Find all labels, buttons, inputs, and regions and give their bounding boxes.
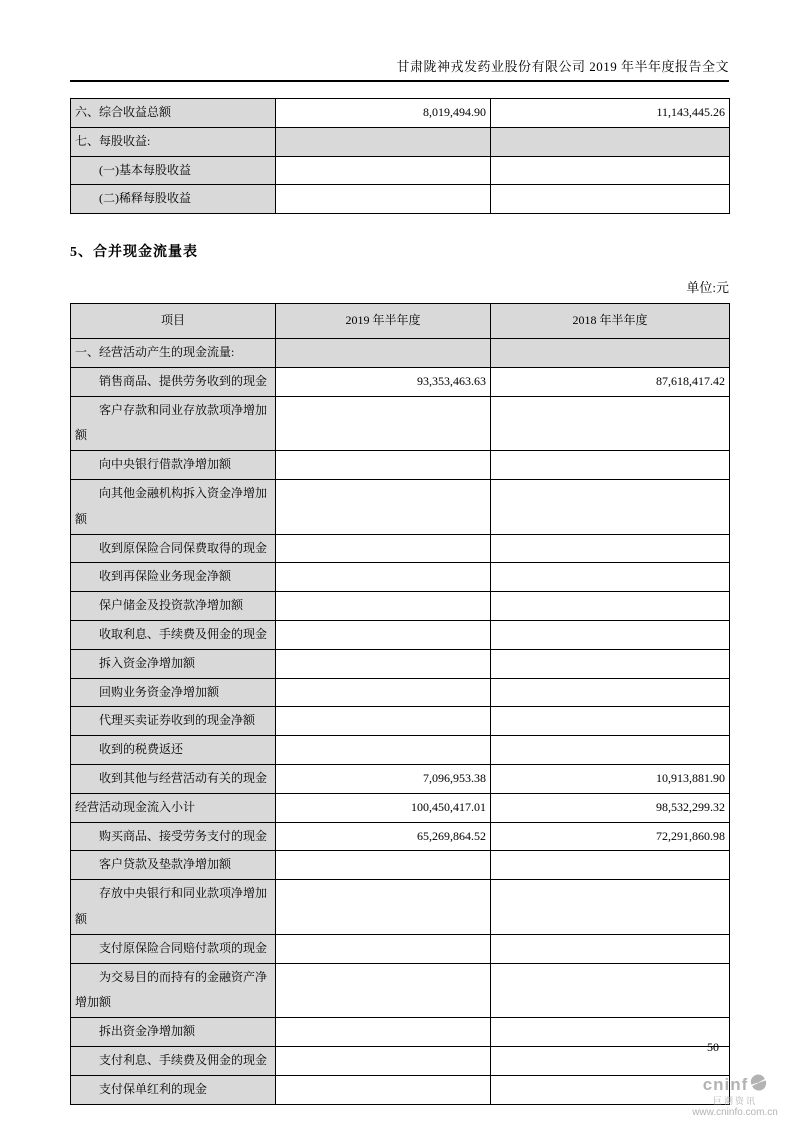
row-value-2019 — [276, 620, 491, 649]
row-value-2019 — [276, 1018, 491, 1047]
row-value-2018 — [491, 1018, 730, 1047]
row-label: 收到原保险合同保费取得的现金 — [71, 534, 276, 563]
table-row — [71, 793, 730, 822]
table-row — [71, 1046, 730, 1075]
table-row — [71, 396, 730, 451]
table-row — [71, 620, 730, 649]
row-value-2018: 10,913,881.90 — [491, 764, 730, 793]
row-label: 收到的税费返还 — [71, 736, 276, 765]
row-value-2019 — [276, 534, 491, 563]
table-row — [71, 99, 730, 128]
row-value-2019: 65,269,864.52 — [276, 822, 491, 851]
row-value-2018 — [491, 736, 730, 765]
row-value-2019: 8,019,494.90 — [276, 99, 491, 128]
document-header: 甘肃陇神戎发药业股份有限公司 2019 年半年度报告全文 — [70, 56, 729, 82]
row-value-2018: 72,291,860.98 — [491, 822, 730, 851]
row-value-2019 — [276, 736, 491, 765]
row-value-2019 — [276, 156, 491, 185]
row-label: 支付原保险合同赔付款项的现金 — [71, 934, 276, 963]
row-label: 回购业务资金净增加额 — [71, 678, 276, 707]
row-label: 六、综合收益总额 — [71, 99, 276, 128]
row-value-2018: 87,618,417.42 — [491, 367, 730, 396]
row-value-2018 — [491, 534, 730, 563]
row-value-2019 — [276, 338, 491, 367]
row-label: 客户贷款及垫款净增加额 — [71, 851, 276, 880]
row-value-2018 — [491, 649, 730, 678]
row-value-2018 — [491, 880, 730, 935]
cashflow-statement-table — [70, 303, 730, 1104]
table-row — [71, 934, 730, 963]
row-value-2019 — [276, 880, 491, 935]
row-value-2019: 93,353,463.63 — [276, 367, 491, 396]
table-row — [71, 534, 730, 563]
row-label: 向其他金融机构拆入资金净增加额 — [71, 479, 276, 534]
table-row — [71, 649, 730, 678]
table-row — [71, 563, 730, 592]
table-row — [71, 1018, 730, 1047]
row-value-2019 — [276, 479, 491, 534]
cninfo-url-text: www.cninfo.com.cn — [692, 1106, 778, 1118]
row-value-2019: 7,096,953.38 — [276, 764, 491, 793]
table-row — [71, 1075, 730, 1104]
row-label: 客户存款和同业存放款项净增加额 — [71, 396, 276, 451]
row-label: 拆入资金净增加额 — [71, 649, 276, 678]
row-value-2019 — [276, 678, 491, 707]
row-label: 购买商品、接受劳务支付的现金 — [71, 822, 276, 851]
row-label: 支付利息、手续费及佣金的现金 — [71, 1046, 276, 1075]
row-value-2019 — [276, 934, 491, 963]
row-value-2018 — [491, 563, 730, 592]
table-row — [71, 338, 730, 367]
row-label: 保户储金及投资款净增加额 — [71, 592, 276, 621]
table-row — [71, 764, 730, 793]
row-value-2018 — [491, 851, 730, 880]
row-value-2019 — [276, 963, 491, 1018]
row-label: 销售商品、提供劳务收到的现金 — [71, 367, 276, 396]
row-value-2018 — [491, 338, 730, 367]
row-value-2019 — [276, 649, 491, 678]
table-row — [71, 963, 730, 1018]
row-value-2019 — [276, 396, 491, 451]
page-number: 50 — [707, 1040, 719, 1054]
row-label: 七、每股收益: — [71, 127, 276, 156]
section-title: 5、合并现金流量表 — [70, 245, 198, 261]
row-value-2018 — [491, 1046, 730, 1075]
table-row — [71, 678, 730, 707]
row-value-2019 — [276, 563, 491, 592]
cninfo-swirl-icon — [750, 1074, 767, 1096]
table-row — [71, 185, 730, 214]
row-label: 一、经营活动产生的现金流量: — [71, 338, 276, 367]
row-label: 支付保单红利的现金 — [71, 1075, 276, 1104]
table-row — [71, 367, 730, 396]
table-row — [71, 822, 730, 851]
cninfo-brand-text: cninf — [702, 1075, 749, 1095]
row-value-2019 — [276, 451, 491, 480]
column-header-2018: 2018 年半年度 — [491, 304, 730, 339]
cninfo-name-text: 巨潮资讯 — [712, 1096, 757, 1107]
row-label: (一)基本每股收益 — [71, 156, 276, 185]
table-row — [71, 451, 730, 480]
row-value-2019: 100,450,417.01 — [276, 793, 491, 822]
row-label: 收取利息、手续费及佣金的现金 — [71, 620, 276, 649]
row-value-2018 — [491, 127, 730, 156]
row-label: 收到再保险业务现金净额 — [71, 563, 276, 592]
row-label: 拆出资金净增加额 — [71, 1018, 276, 1047]
column-header-2019: 2019 年半年度 — [276, 304, 491, 339]
row-label: 经营活动现金流入小计 — [71, 793, 276, 822]
row-label: 收到其他与经营活动有关的现金 — [71, 764, 276, 793]
row-value-2019 — [276, 707, 491, 736]
row-label: (二)稀释每股收益 — [71, 185, 276, 214]
row-label: 存放中央银行和同业款项净增加额 — [71, 880, 276, 935]
row-value-2019 — [276, 1075, 491, 1104]
row-value-2018: 98,532,299.32 — [491, 793, 730, 822]
unit-label: 单位:元 — [686, 280, 729, 296]
cninfo-brand-row — [685, 1074, 785, 1096]
row-value-2018 — [491, 934, 730, 963]
row-value-2018 — [491, 185, 730, 214]
row-value-2018: 11,143,445.26 — [491, 99, 730, 128]
table-row — [71, 707, 730, 736]
table-row — [71, 156, 730, 185]
row-value-2018 — [491, 963, 730, 1018]
row-label: 向中央银行借款净增加额 — [71, 451, 276, 480]
row-value-2019 — [276, 592, 491, 621]
table-row — [71, 479, 730, 534]
row-value-2018 — [491, 678, 730, 707]
table-row — [71, 127, 730, 156]
row-value-2018 — [491, 451, 730, 480]
row-value-2018 — [491, 156, 730, 185]
column-header-item: 项目 — [71, 304, 276, 339]
table-row — [71, 851, 730, 880]
row-value-2018 — [491, 620, 730, 649]
row-value-2018 — [491, 707, 730, 736]
row-value-2018 — [491, 592, 730, 621]
income-statement-continuation-table — [70, 98, 730, 214]
row-value-2019 — [276, 851, 491, 880]
row-label: 代理买卖证券收到的现金净额 — [71, 707, 276, 736]
row-value-2018 — [491, 396, 730, 451]
cninfo-logo — [685, 1074, 785, 1118]
row-value-2019 — [276, 127, 491, 156]
row-value-2018 — [491, 479, 730, 534]
table-row — [71, 592, 730, 621]
table-header-row — [71, 304, 730, 339]
row-value-2019 — [276, 1046, 491, 1075]
row-value-2019 — [276, 185, 491, 214]
row-label: 为交易目的而持有的金融资产净增加额 — [71, 963, 276, 1018]
table-row — [71, 736, 730, 765]
table-row — [71, 880, 730, 935]
